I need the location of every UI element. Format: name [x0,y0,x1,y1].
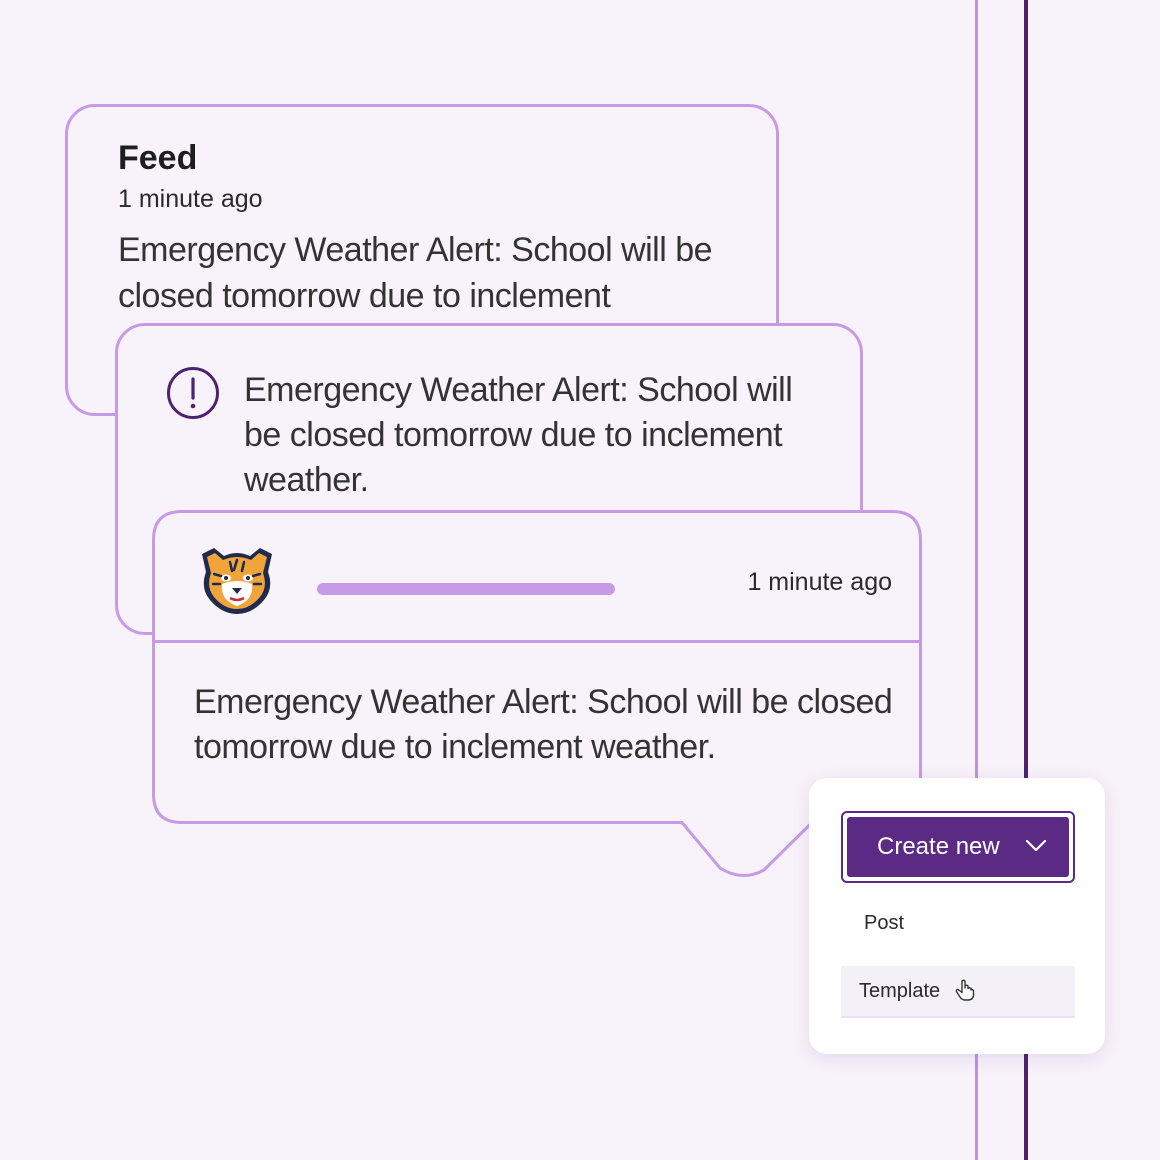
author-name-placeholder-bar [317,583,615,595]
post-message: Emergency Weather Alert: School will be closed tomorrow due to inclement weather. [194,683,893,766]
pointer-hand-icon [953,978,977,1002]
exclamation-circle-icon [166,366,220,420]
create-new-button[interactable] [847,817,1069,877]
create-new-button-label: Create new [877,833,1000,860]
chevron-down-icon [1025,839,1047,853]
tiger-mascot-icon [194,544,280,616]
alert-message: Emergency Weather Alert: School will be closed tomorrow due to inclement weather. [244,371,793,499]
feed-title: Feed [118,139,198,177]
post-divider [152,640,922,643]
feed-timestamp: 1 minute ago [118,185,263,213]
feed-message: Emergency Weather Alert: School will be closed tomorrow due to inclement [118,231,713,315]
post-card [152,510,922,824]
create-menu-panel [809,778,1105,1054]
menu-item-template-label: Template [859,980,941,1002]
menu-item-post-label: Post [864,912,905,934]
post-timestamp: 1 minute ago [747,568,892,596]
create-new-button-focus-ring [841,811,1075,883]
menu-item-post[interactable] [841,898,1075,950]
menu-item-template[interactable] [841,966,1075,1018]
